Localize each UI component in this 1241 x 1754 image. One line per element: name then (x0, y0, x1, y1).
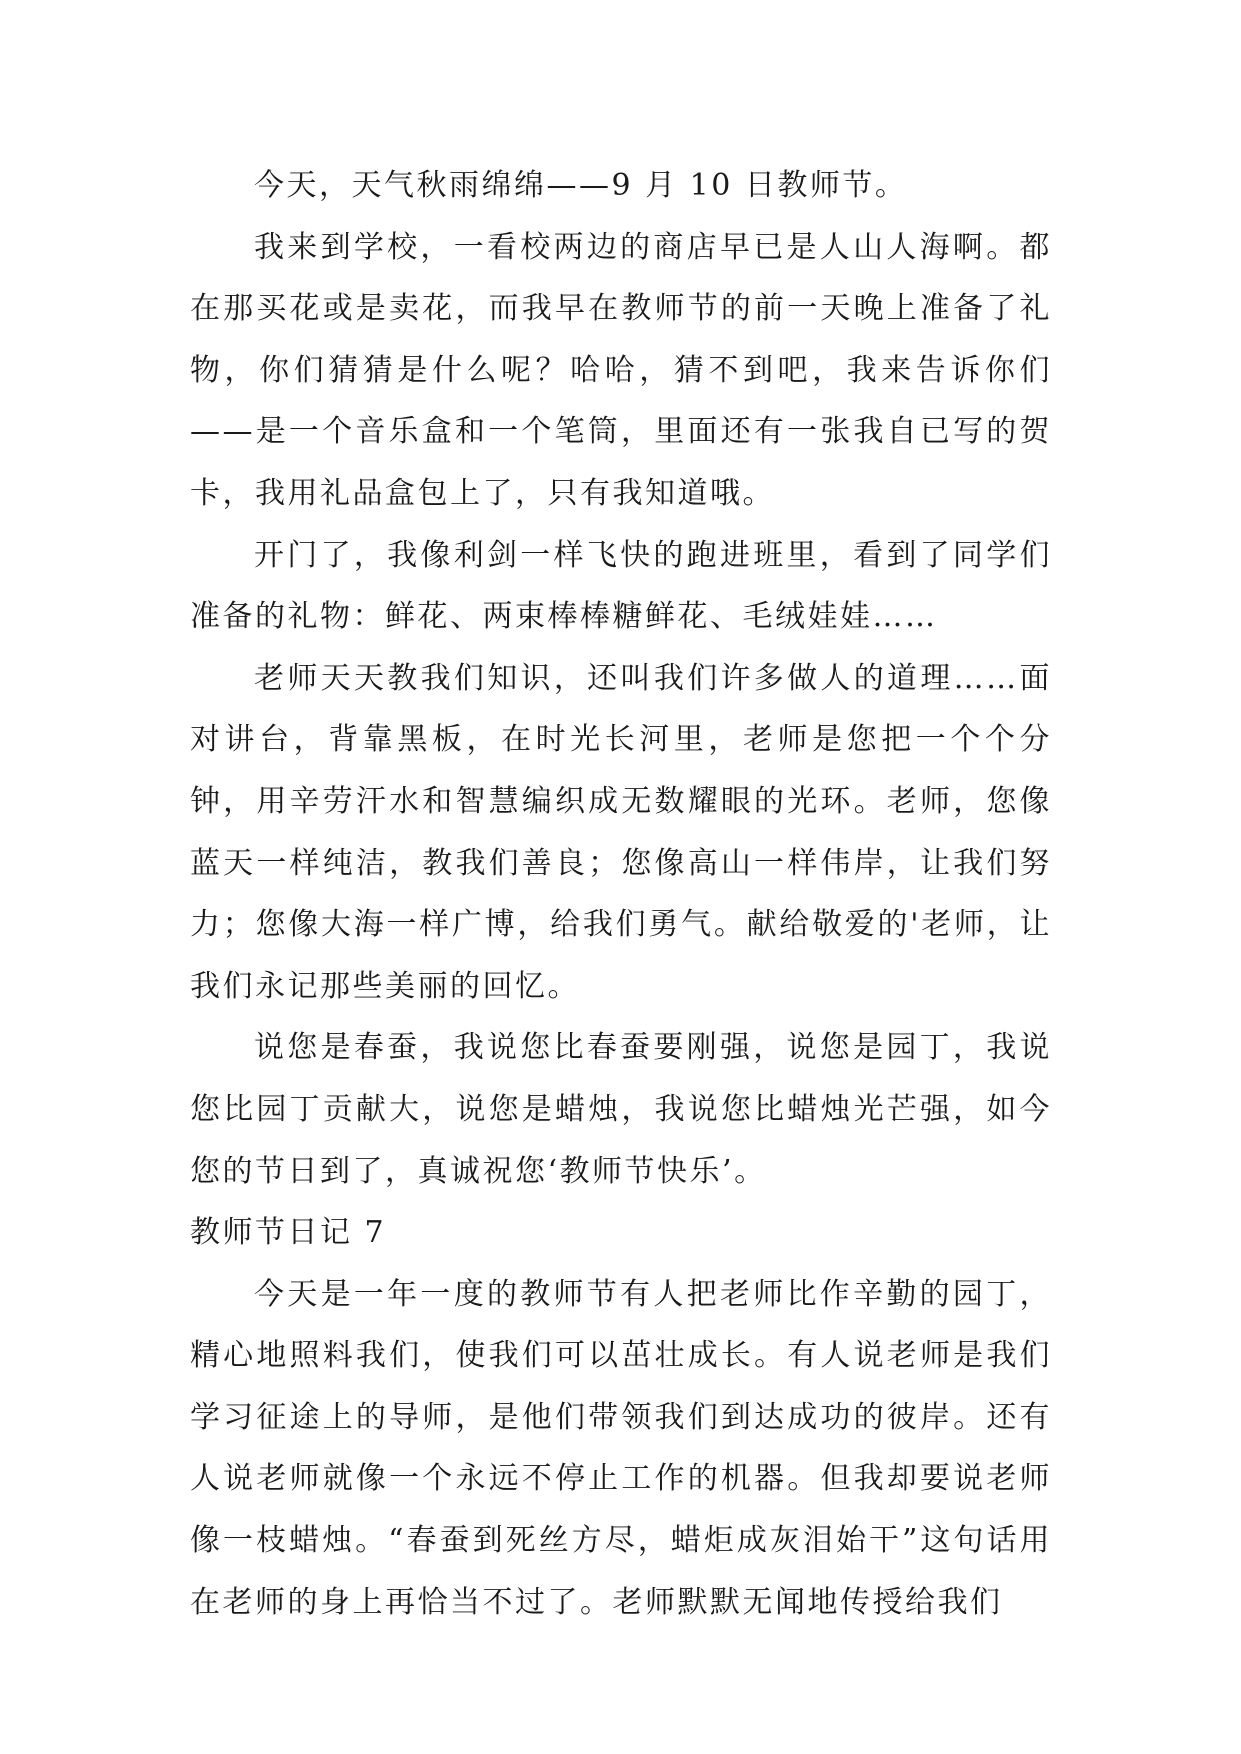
paragraph-teacher-praise: 老师天天教我们知识，还叫我们许多做人的道理……面对讲台，背靠黑板，在时光长河里，老师是您把一个个分钟，用辛劳汗水和智慧编织成无数耀眼的光环。老师，您像蓝天一样纯洁，教我们善良；您像高山一样伟岸，让我们努力；您像大海一样广博，给我们勇气。献给敬爱的'老师，让我们永记那些美丽的回忆。 (190, 660, 1052, 1004)
document-body (190, 155, 1052, 1633)
section-title: 教师节日记 7 (190, 1215, 387, 1251)
paragraph-classroom: 开门了，我像利剑一样飞快的跑进班里，看到了同学们准备的礼物：鲜花、两束棒棒糖鲜花、毛绒娃娃…… (190, 537, 1052, 635)
paragraph-gift: 我来到学校，一看校两边的商店早已是人山人海啊。都在那买花或是卖花，而我早在教师节的前一天晚上准备了礼物，你们猜猜是什么呢？哈哈，猜不到吧，我来告诉你们——是一个音乐盒和一个笔筒，里面还有一张我自已写的贺卡，我用礼品盒包上了，只有我知道哦。 (190, 229, 1052, 511)
paragraph-weather: 今天，天气秋雨绵绵——9 月 10 日教师节。 (254, 168, 908, 203)
paragraph-blessing: 说您是春蚕，我说您比春蚕要刚强，说您是园丁，我说您比园丁贡献大，说您是蜡烛，我说您比蜡烛光芒强，如今您的节日到了，真诚祝您‘教师节快乐’。 (190, 1030, 1052, 1189)
paragraph-candle: 今天是一年一度的教师节有人把老师比作辛勤的园丁，精心地照料我们，使我们可以茁壮成长。有人说老师是我们学习征途上的导师，是他们带领我们到达成功的彼岸。还有人说老师就像一个永远不停止工作的机器。但我却要说老师像一枝蜡烛。“春蚕到死丝方尽，蜡炬成灰泪始干”这句话用在老师的身上再恰当不过了。老师默默无闻地传授给我们 (190, 1276, 1052, 1620)
